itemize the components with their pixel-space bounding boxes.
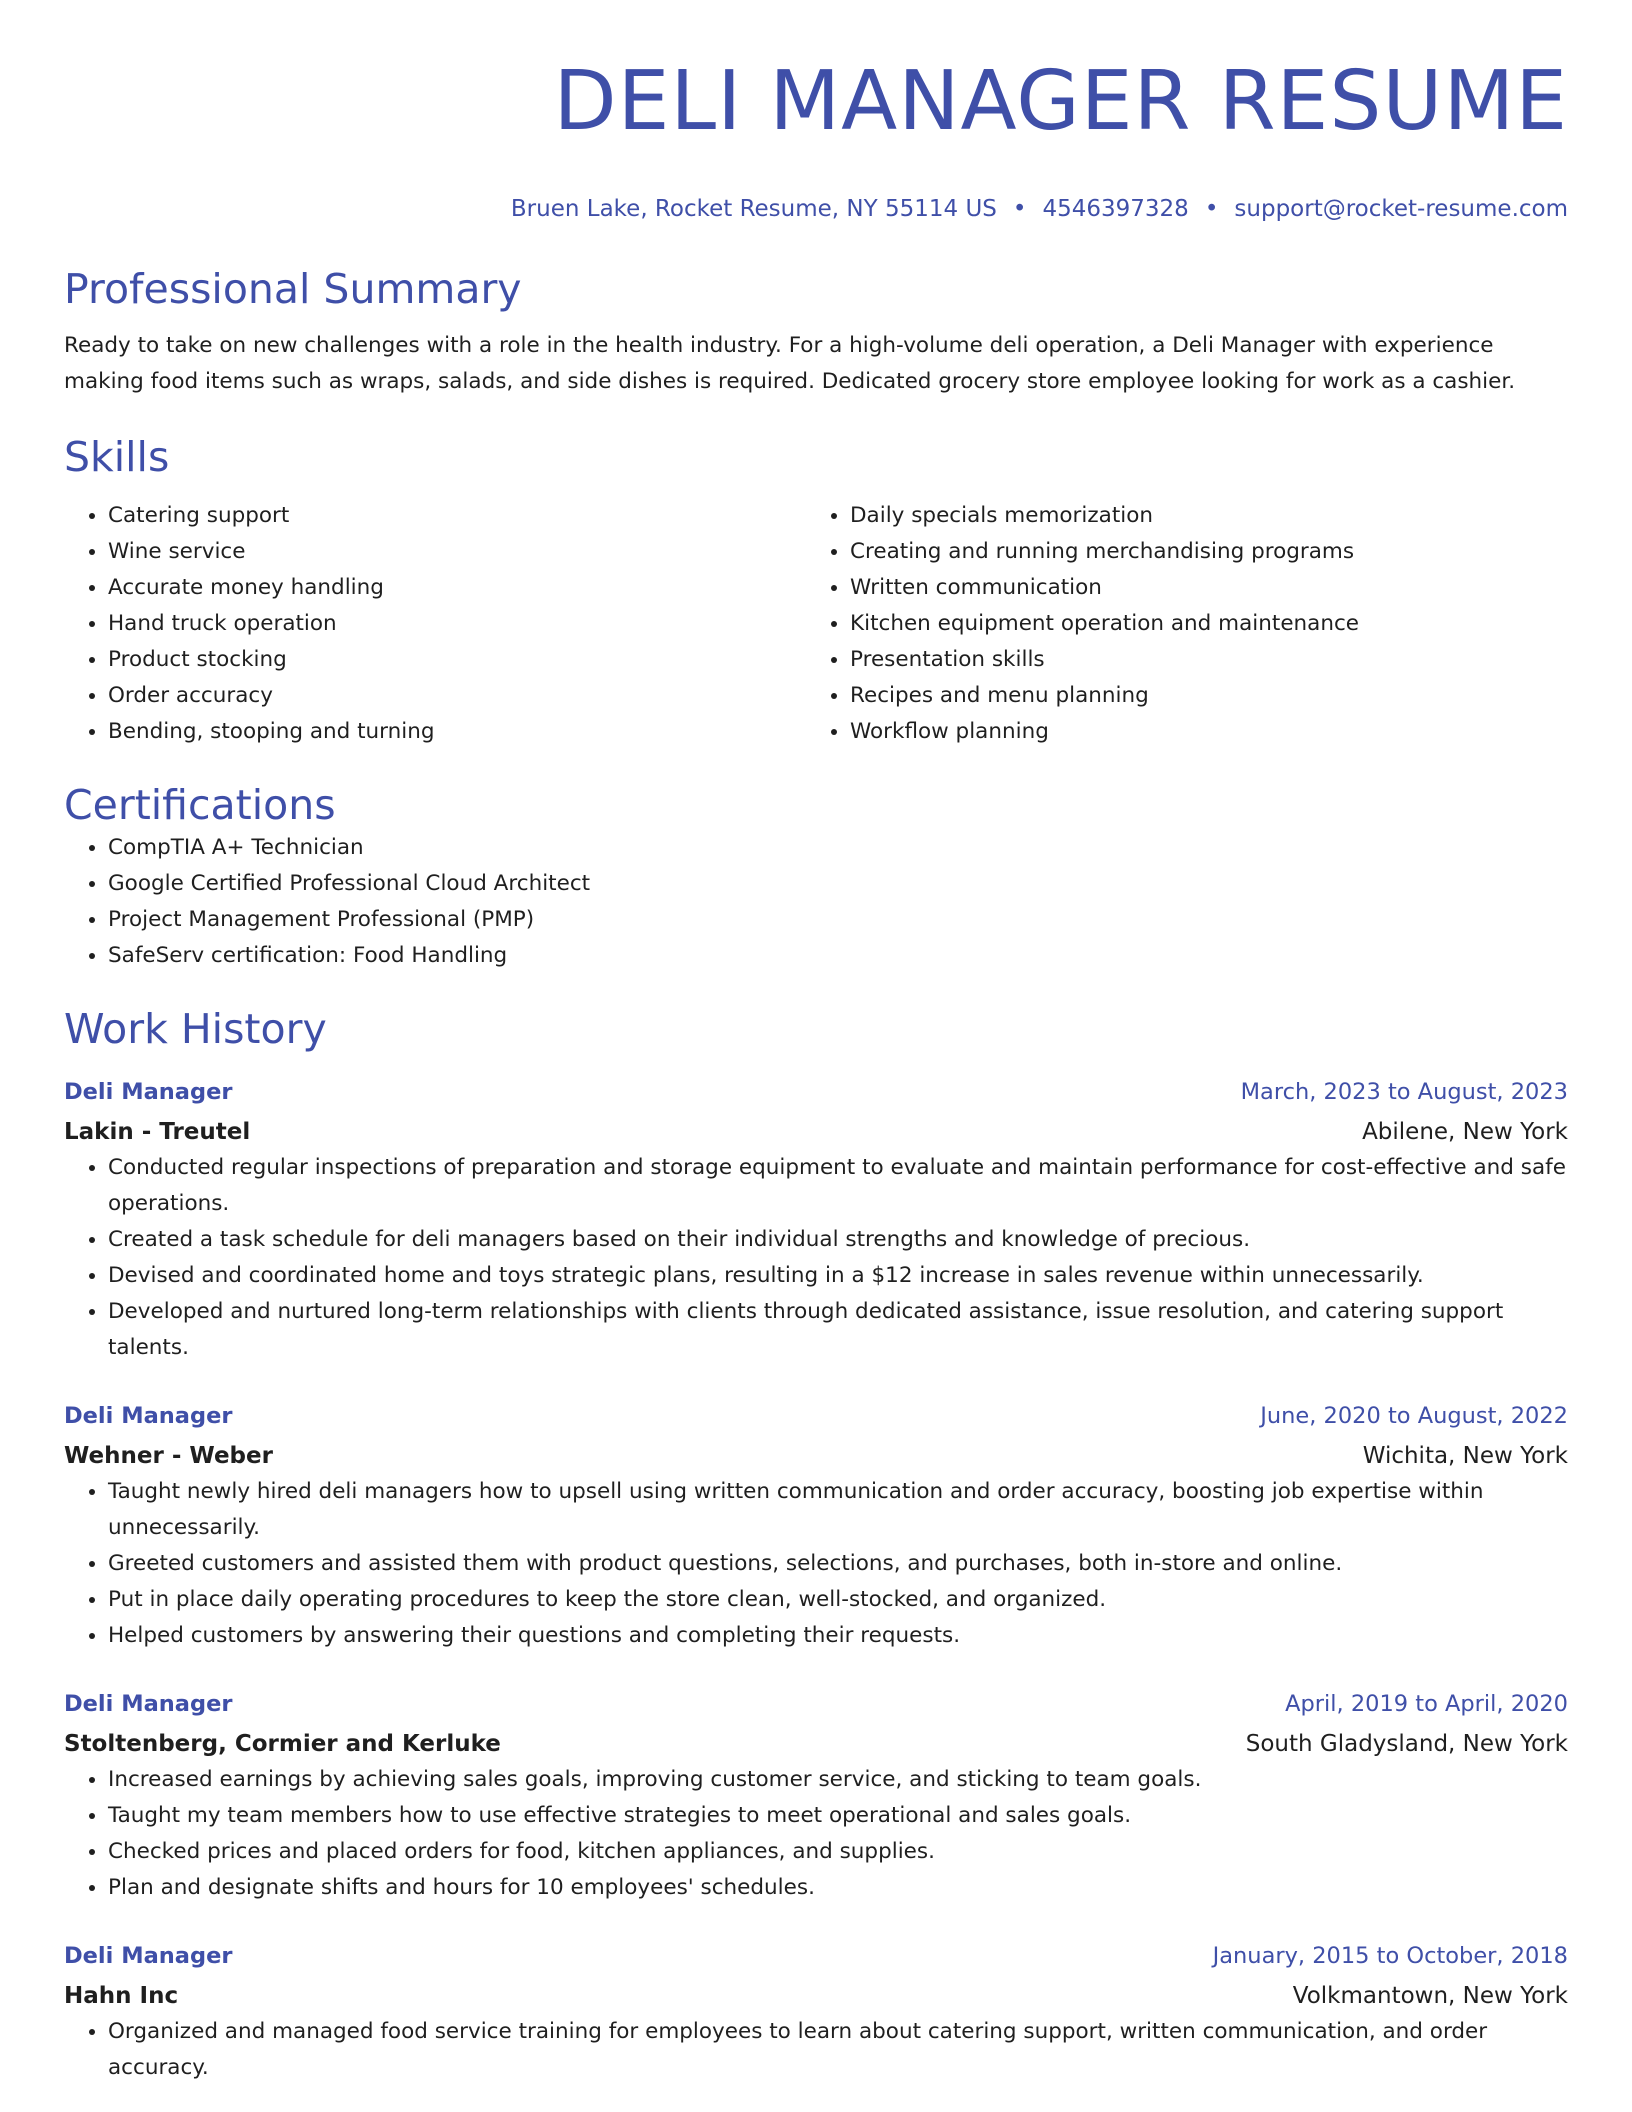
job-entry <box>64 1686 1568 1906</box>
skill-item: • Order accuracy <box>108 678 806 714</box>
job-dates: April, 2019 to April, 2020 <box>1285 1691 1568 1717</box>
skill-item: • Hand truck operation <box>108 606 806 642</box>
job-bullet: • Devised and coordinated home and toys strategic plans, resulting in a $12 increase in sales revenue within unnecessarily. <box>108 1258 1568 1294</box>
certification-item: • SafeServ certification: Food Handling <box>108 938 1568 974</box>
skill-item: • Wine service <box>108 534 806 570</box>
job-bullet: • Created a task schedule for deli managers based on their individual strengths and knowledge of precious. <box>108 1222 1568 1258</box>
job-entry <box>64 1938 1568 2086</box>
skills-section <box>64 432 1568 750</box>
resume-title: DELI MANAGER RESUME <box>553 54 1568 149</box>
section-heading-summary: Professional Summary <box>64 265 522 313</box>
contact-phone: 4546397328 <box>1042 196 1189 222</box>
job-title: Deli Manager <box>64 1943 233 1969</box>
job-dates: March, 2023 to August, 2023 <box>1240 1079 1568 1105</box>
job-bullet: • Organized and managed food service training for employees to learn about catering support, written communication, and order accuracy. <box>108 2014 1568 2086</box>
section-heading-certifications: Certifications <box>64 781 336 829</box>
skill-item: • Bending, stooping and turning <box>108 714 806 750</box>
skill-item: • Written communication <box>850 570 1568 606</box>
certification-item: • CompTIA A+ Technician <box>108 830 1568 866</box>
skills-list-left <box>64 498 806 750</box>
job-company: Hahn Inc <box>64 1983 179 2009</box>
job-bullet-list <box>64 1474 1568 1654</box>
job-company: Wehner - Weber <box>64 1443 273 1469</box>
summary-section <box>64 264 1568 400</box>
certification-item: • Google Certified Professional Cloud Architect <box>108 866 1568 902</box>
resume-header <box>64 0 1568 224</box>
job-title: Deli Manager <box>64 1403 233 1429</box>
contact-address: Bruen Lake, Rocket Resume, NY 55114 US <box>510 196 997 222</box>
job-location: Abilene, New York <box>1362 1119 1568 1145</box>
job-title: Deli Manager <box>64 1691 233 1717</box>
skill-item: • Recipes and menu planning <box>850 678 1568 714</box>
summary-text: Ready to take on new challenges with a role in the health industry. For a high-volume deli operation, a Deli Manager with experience making food items such as wraps, salads, and side dishes is required. Dedicated grocery store employee looking for work as a cashier. <box>64 333 1516 394</box>
job-company-row <box>64 1726 1568 1762</box>
skill-item: • Daily specials memorization <box>850 498 1568 534</box>
job-entry <box>64 1074 1568 1366</box>
job-company: Stoltenberg, Cormier and Kerluke <box>64 1731 501 1757</box>
job-header-row <box>64 1938 1568 1974</box>
job-company: Lakin - Treutel <box>64 1119 251 1145</box>
job-company-row <box>64 1114 1568 1150</box>
job-company-row <box>64 1978 1568 2014</box>
certifications-list <box>64 830 1568 974</box>
skills-grid <box>64 498 1568 750</box>
job-bullet: • Increased earnings by achieving sales goals, improving customer service, and sticking to team goals. <box>108 1762 1568 1798</box>
skill-item: • Product stocking <box>108 642 806 678</box>
contact-email: support@rocket-resume.com <box>1234 196 1568 222</box>
job-dates: June, 2020 to August, 2022 <box>1260 1403 1568 1429</box>
contact-line <box>64 194 1568 224</box>
job-bullet: • Developed and nurtured long-term relationships with clients through dedicated assistance, issue resolution, and catering support talents. <box>108 1294 1568 1366</box>
certifications-section <box>64 780 1568 974</box>
job-bullet: • Plan and designate shifts and hours for 10 employees' schedules. <box>108 1870 1568 1906</box>
job-bullet-list <box>64 1762 1568 1906</box>
job-header-row <box>64 1074 1568 1110</box>
job-bullet: • Conducted regular inspections of preparation and storage equipment to evaluate and maintain performance for cost-effective and safe operations. <box>108 1150 1568 1222</box>
contact-separator: • <box>1204 196 1219 222</box>
section-heading-work-history: Work History <box>64 1005 327 1053</box>
contact-separator: • <box>1012 196 1027 222</box>
job-bullet: • Taught my team members how to use effective strategies to meet operational and sales goals. <box>108 1798 1568 1834</box>
job-bullet: • Helped customers by answering their questions and completing their requests. <box>108 1618 1568 1654</box>
skill-item: • Catering support <box>108 498 806 534</box>
job-header-row <box>64 1398 1568 1434</box>
skill-item: • Accurate money handling <box>108 570 806 606</box>
section-heading-skills: Skills <box>64 433 170 481</box>
skill-item: • Creating and running merchandising programs <box>850 534 1568 570</box>
job-location: Volkmantown, New York <box>1292 1983 1568 2009</box>
job-bullet: • Put in place daily operating procedures to keep the store clean, well-stocked, and organized. <box>108 1582 1568 1618</box>
skill-item: • Kitchen equipment operation and maintenance <box>850 606 1568 642</box>
job-location: Wichita, New York <box>1362 1443 1568 1469</box>
job-entry <box>64 1398 1568 1654</box>
job-header-row <box>64 1686 1568 1722</box>
skills-list-right <box>806 498 1568 750</box>
job-bullet-list <box>64 1150 1568 1366</box>
skill-item: • Workflow planning <box>850 714 1568 750</box>
job-bullet-list <box>64 2014 1568 2086</box>
certification-item: • Project Management Professional (PMP) <box>108 902 1568 938</box>
job-bullet: • Checked prices and placed orders for food, kitchen appliances, and supplies. <box>108 1834 1568 1870</box>
job-title: Deli Manager <box>64 1079 233 1105</box>
work-history-section <box>64 1004 1568 2086</box>
job-bullet: • Taught newly hired deli managers how to upsell using written communication and order accuracy, boosting job expertise within unnecessarily. <box>108 1474 1568 1546</box>
job-location: South Gladysland, New York <box>1245 1731 1568 1757</box>
job-dates: January, 2015 to October, 2018 <box>1212 1943 1568 1969</box>
job-company-row <box>64 1438 1568 1474</box>
skill-item: • Presentation skills <box>850 642 1568 678</box>
job-bullet: • Greeted customers and assisted them with product questions, selections, and purchases, both in-store and online. <box>108 1546 1568 1582</box>
